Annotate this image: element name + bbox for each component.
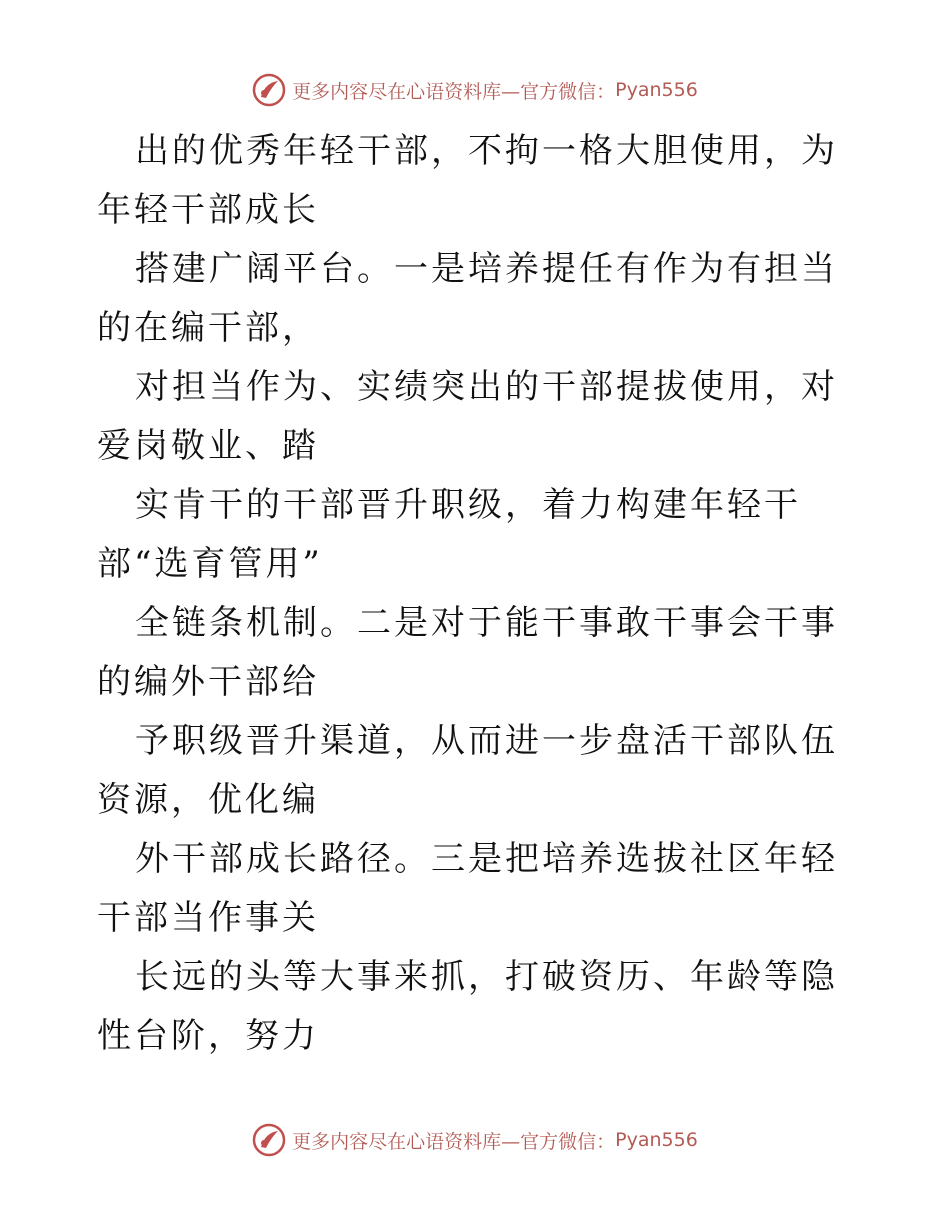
paragraph: 全链条机制。二是对于能干事敢干事会干事的编外干部给 bbox=[97, 603, 838, 702]
red-brush-seal-icon bbox=[252, 73, 286, 107]
paragraph: 对担当作为、实绩突出的干部提拔使用，对爱岗敬业、踏 bbox=[97, 367, 838, 466]
paragraph: 长远的头等大事来抓，打破资历、年龄等隐性台阶，努力 bbox=[97, 957, 838, 1056]
document-body bbox=[97, 122, 857, 1066]
paragraph: 外干部成长路径。三是把培养选拔社区年轻干部当作事关 bbox=[97, 839, 838, 938]
footer-banner-text: 更多内容尽在心语资料库—官方微信： bbox=[292, 1130, 616, 1153]
red-brush-seal-icon bbox=[252, 1123, 286, 1157]
footer-wechat-id: Pyan556 bbox=[615, 1129, 698, 1151]
paragraph: 出的优秀年轻干部，不拘一格大胆使用，为年轻干部成长 bbox=[97, 131, 838, 230]
paragraph: 实肯干的干部晋升职级，着力构建年轻干部“选育管用” bbox=[97, 485, 801, 584]
header-wechat-id: Pyan556 bbox=[615, 79, 698, 101]
footer-banner bbox=[0, 1118, 950, 1162]
header-banner bbox=[0, 68, 950, 112]
paragraph: 予职级晋升渠道，从而进一步盘活干部队伍资源，优化编 bbox=[97, 721, 838, 820]
paragraph: 搭建广阔平台。一是培养提任有作为有担当的在编干部， bbox=[97, 249, 838, 348]
header-banner-text: 更多内容尽在心语资料库—官方微信： bbox=[292, 80, 616, 103]
